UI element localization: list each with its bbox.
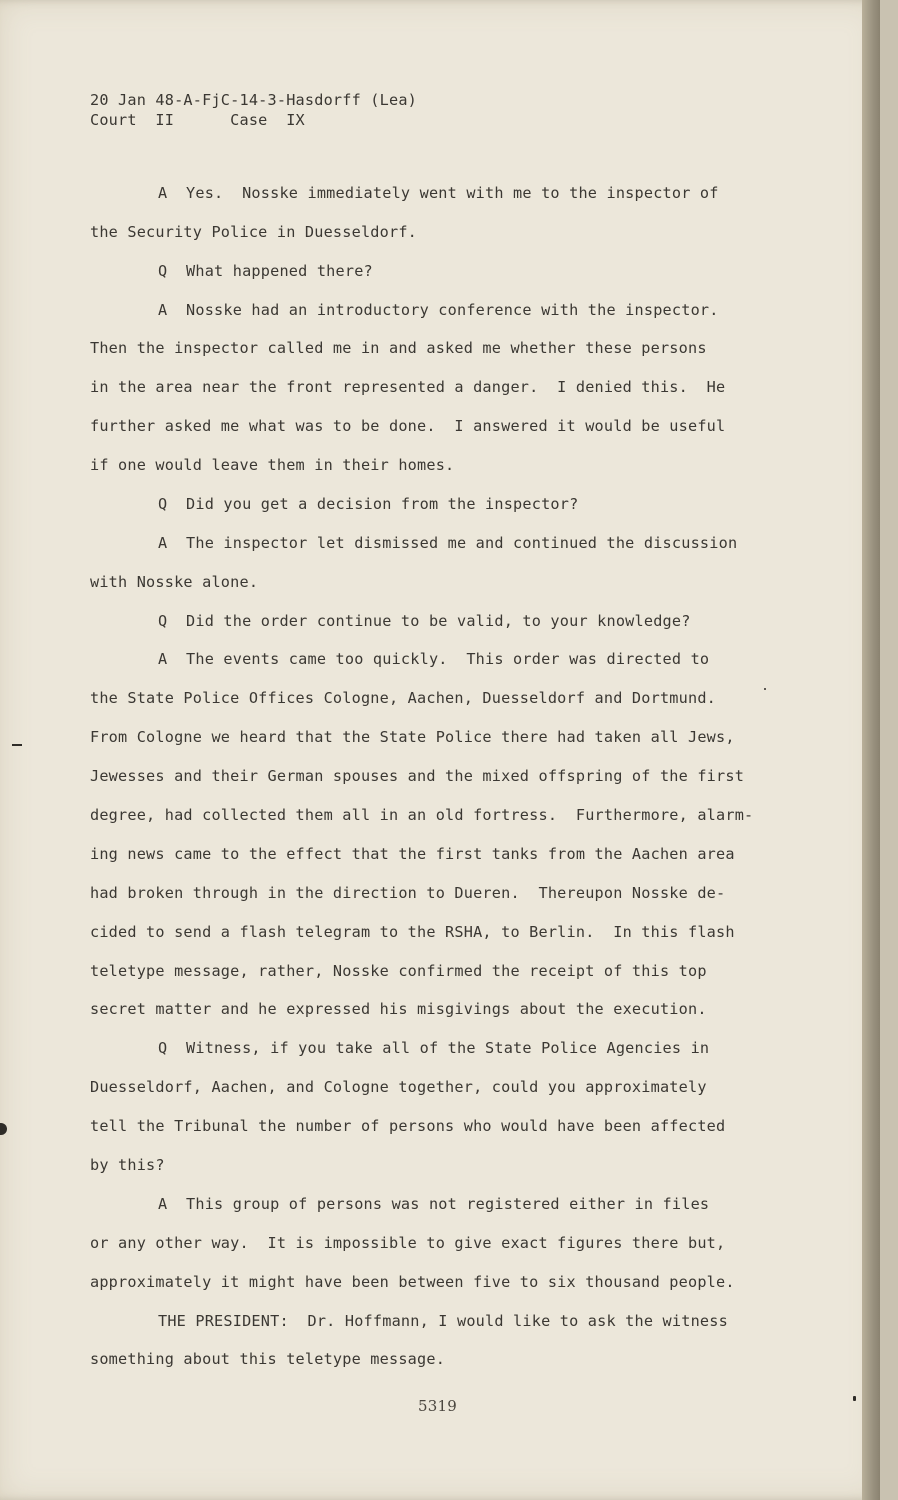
transcript-line: the State Police Offices Cologne, Aachen, Duesseldorf and Dortmund. [90,689,717,707]
transcript-line: A This group of persons was not registered either in files [158,1195,710,1213]
transcript-line: the Security Police in Duesseldorf. [90,223,418,241]
transcript-line: Jewesses and their German spouses and the mixed offspring of the first [90,767,745,785]
margin-mark-right [853,1396,856,1401]
transcript-line: Q Witness, if you take all of the State Police Agencies in [158,1039,710,1057]
header-reference: 20 Jan 48-A-FjC-14-3-Hasdorff (Lea) [90,91,418,109]
transcript-line: if one would leave them in their homes. [90,456,455,474]
page-number: 5319 [418,1397,457,1415]
transcript-line: approximately it might have been between five to six thousand people. [90,1273,735,1291]
transcript-line: in the area near the front represented a danger. I denied this. He [90,378,726,396]
transcript-line: secret matter and he expressed his misgivings about the execution. [90,1000,707,1018]
transcript-line: further asked me what was to be done. I answered it would be useful [90,417,726,435]
transcript-line: something about this teletype message. [90,1350,446,1368]
transcript-line: A The inspector let dismissed me and continued the discussion [158,534,738,552]
transcript-line: by this? [90,1156,165,1174]
transcript-line: had broken through in the direction to Dueren. Thereupon Nosske de- [90,884,726,902]
transcript-line: A Yes. Nosske immediately went with me to the inspector of [158,184,719,202]
transcript-line: A Nosske had an introductory conference with the inspector. [158,301,719,319]
transcript-line: degree, had collected them all in an old fortress. Furthermore, alarm- [90,806,754,824]
transcript-line: A The events came too quickly. This order was directed to [158,650,710,668]
transcript-line: ing news came to the effect that the first tanks from the Aachen area [90,845,735,863]
transcript-line: Q Did you get a decision from the inspector? [158,495,579,513]
transcript-line: Then the inspector called me in and asked me whether these persons [90,339,707,357]
transcript-line: Duesseldorf, Aachen, and Cologne together, could you approximately [90,1078,707,1096]
transcript-line: Q What happened there? [158,262,373,280]
transcript-line: or any other way. It is impossible to give exact figures there but, [90,1234,726,1252]
transcript-line: with Nosske alone. [90,573,259,591]
transcript-line: From Cologne we heard that the State Police there had taken all Jews, [90,728,735,746]
margin-mark-right [764,688,766,690]
margin-mark-left [12,744,22,746]
transcript-line: Q Did the order continue to be valid, to your knowledge? [158,612,691,630]
transcript-line: cided to send a flash telegram to the RSHA, to Berlin. In this flash [90,923,735,941]
transcript-line: tell the Tribunal the number of persons who would have been affected [90,1117,726,1135]
transcript-line: teletype message, rather, Nosske confirmed the receipt of this top [90,962,707,980]
header-court-case: Court II Case IX [90,111,305,129]
transcript-line: THE PRESIDENT: Dr. Hoffmann, I would like to ask the witness [158,1312,728,1330]
